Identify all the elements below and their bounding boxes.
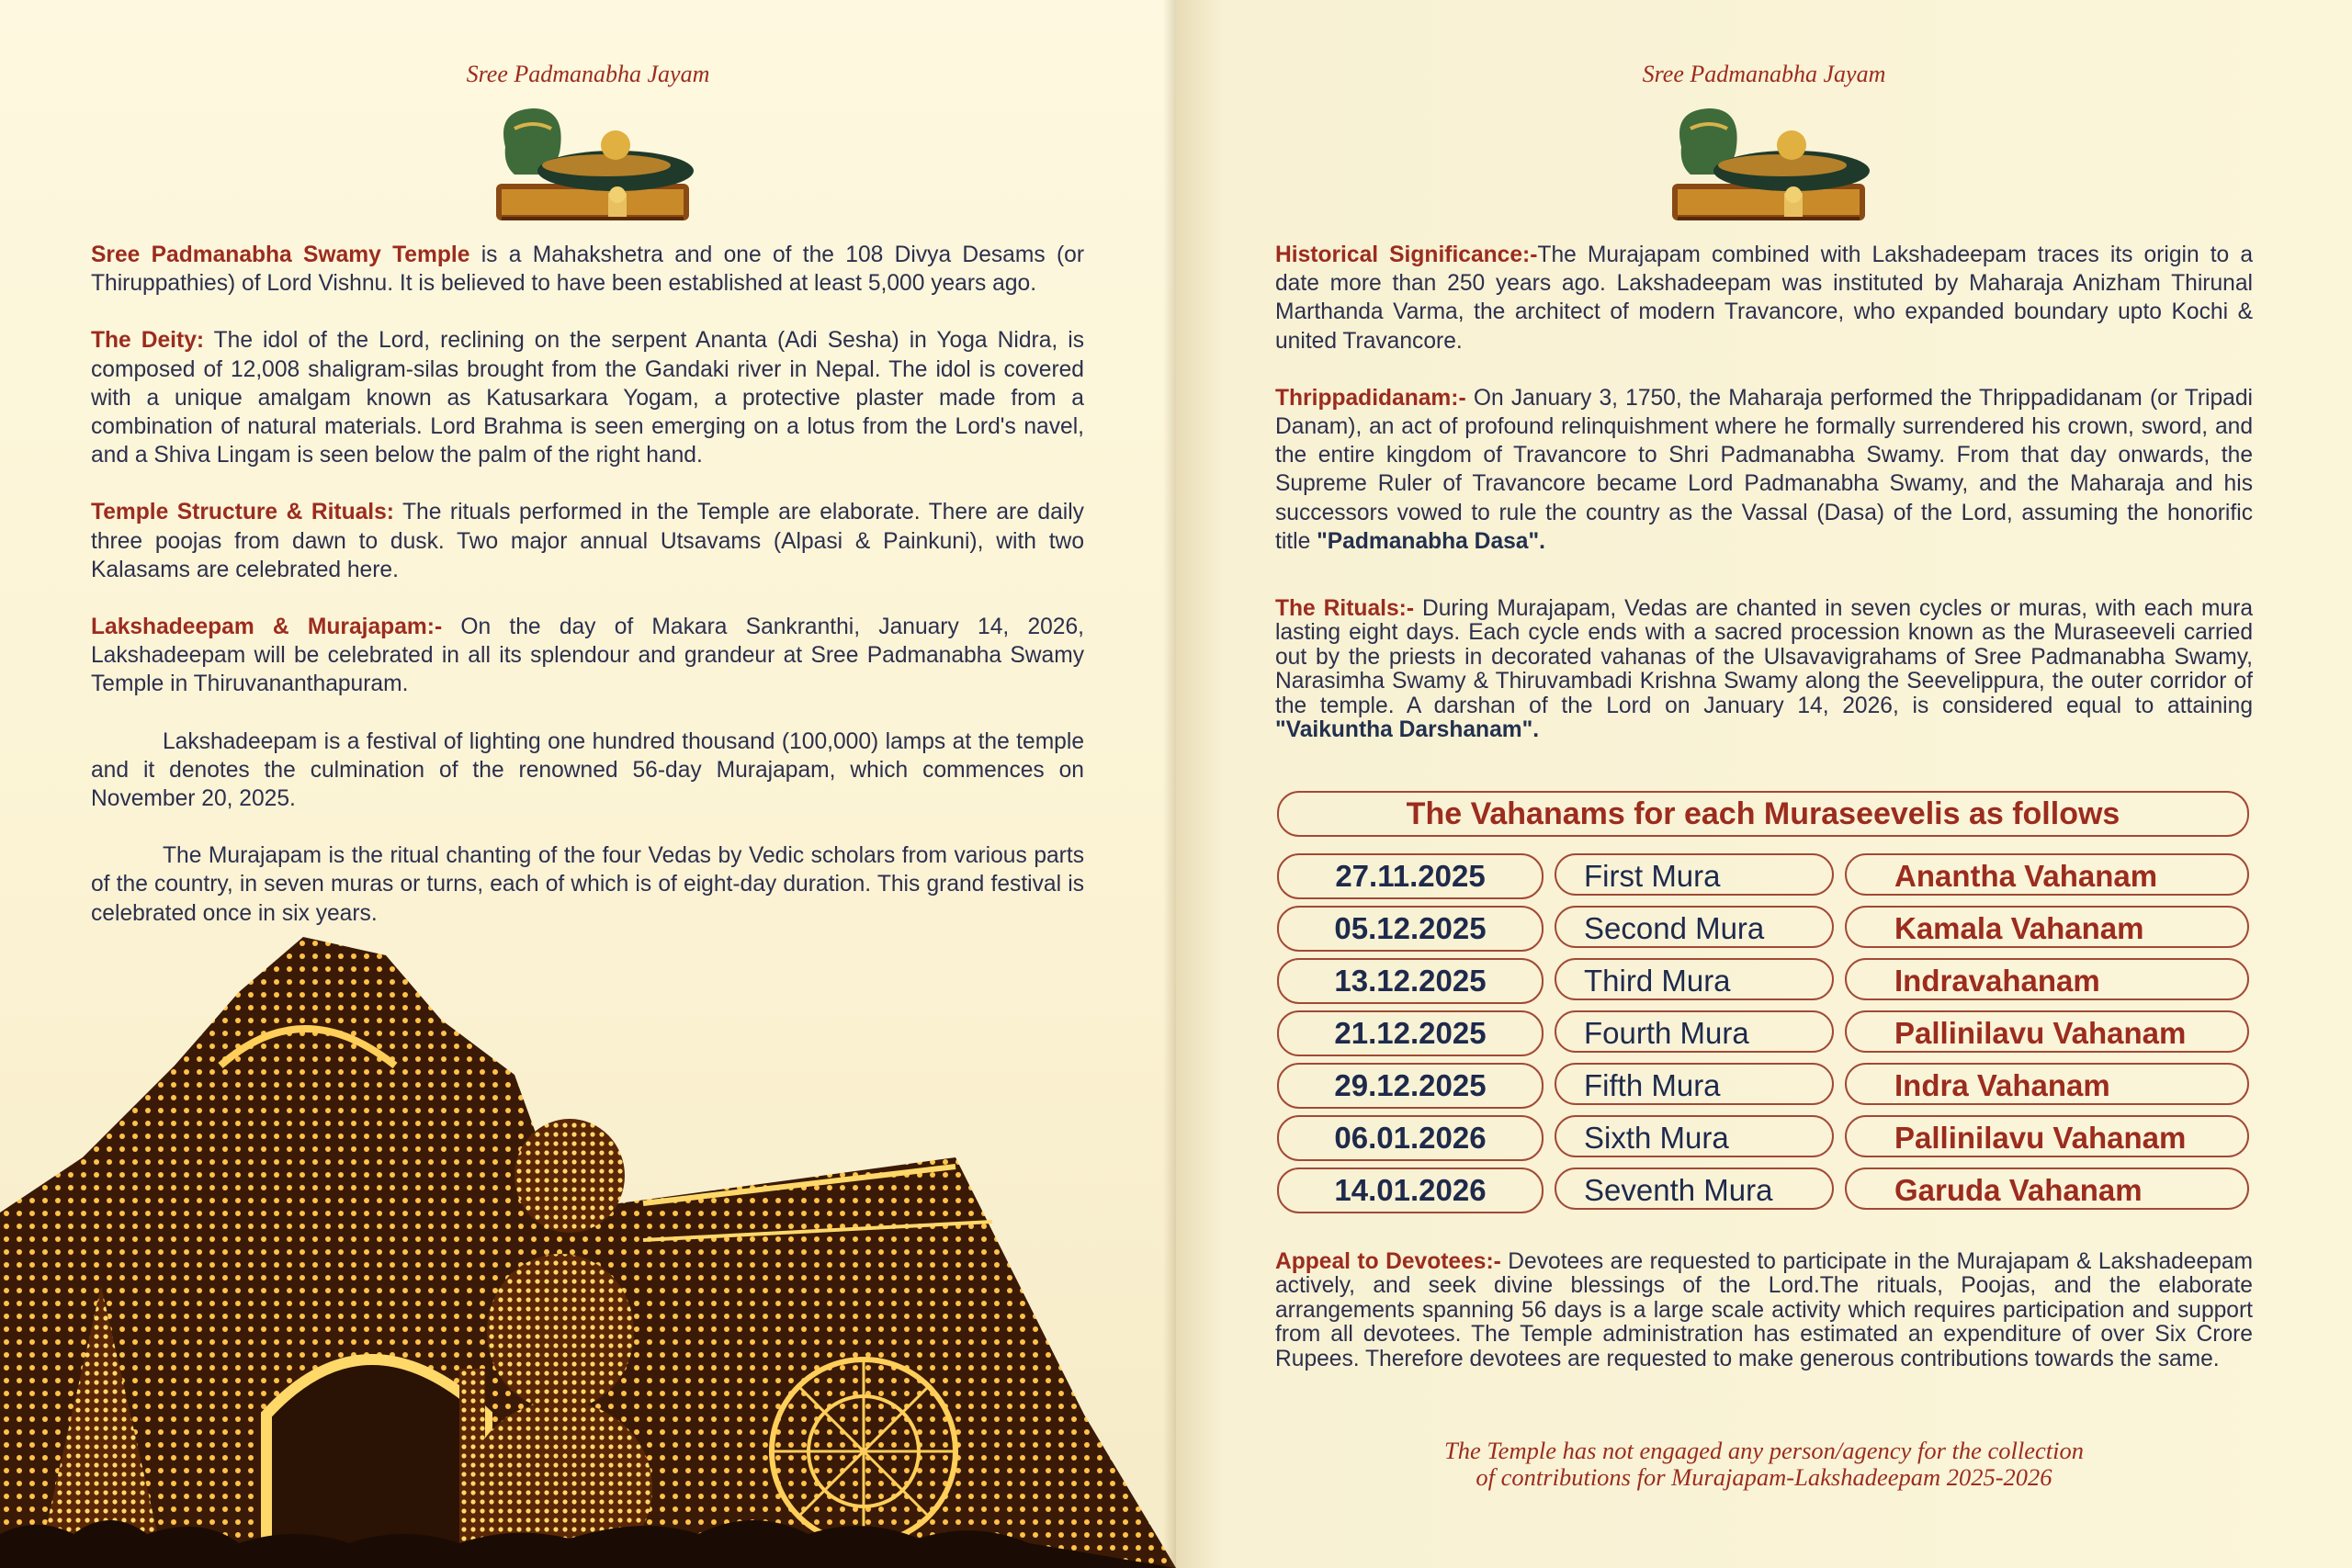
rituals-paragraph: The Rituals:- During Murajapam, Vedas are chanted in seven cycles or muras, with each mura lasting eight days. Each cycle ends with a sacred procession known as the Muraseeveli carried out by the priests in decorated vahanas of the Ulsavavigrahams of Sree Padmanabha Swamy, Narasimha Swamy & Thiruvambadi Krishna Swamy along the Seevelippura, the outer corridor of the temple. A darshan of the Lord on January 14, 2026, is considered equal to attaining "Vaikuntha Darshanam". [1275,596,2254,743]
structure-paragraph: Temple Structure & Rituals: The rituals performed in the Temple are elaborate. There are daily three poojas from dawn to dusk. Two major annual Utsavams (Alpasi & Painkuni), with two Kalasams are celebrated here. [91,500,1084,582]
mura-name: Second Mura [1555,906,1834,948]
table-row [1277,906,2249,952]
deity-reclining-illustration [1654,92,1874,228]
mura-name: Sixth Mura [1555,1115,1834,1157]
mura-date: 14.01.2026 [1277,1168,1544,1213]
left-text-column [91,241,1084,956]
illuminated-temple-photo [0,937,1176,1568]
mura-name: Fourth Mura [1555,1010,1834,1053]
vahanam-name: Garuda Vahanam [1845,1168,2249,1210]
mura-name: Seventh Mura [1555,1168,1834,1210]
mura-date: 05.12.2025 [1277,906,1544,952]
lakshadeepam-paragraph: Lakshadeepam & Murajapam:- On the day of Makara Sankranthi, January 14, 2026, Lakshadeepam will be celebrated in all its splendour and grandeur at Sree Padmanabha Swamy Temple in Thiruvananthapuram. [91,615,1084,697]
mura-name: Third Mura [1555,958,1834,1000]
vahanam-name: Indra Vahanam [1845,1063,2249,1105]
mura-date: 29.12.2025 [1277,1063,1544,1109]
table-row [1277,1010,2249,1056]
mura-date: 27.11.2025 [1277,853,1544,899]
table-row [1277,1115,2249,1161]
murajapam-paragraph: The Murajapam is the ritual chanting of the four Vedas by Vedic scholars from various parts of the country, in seven muras or turns, each of which is of eight-day duration. This grand festival is celebrated once in six years. [91,843,1084,926]
collection-disclaimer [1268,1438,2260,1490]
thrippadidanam-paragraph: Thrippadidanam:- On January 3, 1750, the Maharaja performed the Thrippadidanam (or Tripadi Danam), an act of profound relinquishment where he formally surrendered his crown, sword, and the entire kingdom of Travancore to Shri Padmanabha Swamy. From that day onwards, the Supreme Ruler of Travancore became Lord Padmanabha Swamy, and the Maharaja and his successors vowed to rule the country as the Vassal (Dasa) of the Lord, assuming the honorific title "Padmanabha Dasa". [1275,385,2253,554]
mura-name: First Mura [1555,853,1834,896]
left-header: Sree Padmanabha Jayam [466,61,710,87]
table-row [1277,1063,2249,1109]
deity-reclining-illustration [478,92,698,228]
mura-date: 06.01.2026 [1277,1115,1544,1161]
appeal-paragraph: Appeal to Devotees:- Devotees are requested to participate in the Murajapam & Lakshadeepam actively, and seek divine blessings of the Lord.The rituals, Poojas, and the elaborate arrangements spanning 56 days is a large scale activity which requires participation and support from all devotees. The Temple administration has estimated an expenditure of over Six Crore Rupees. Therefore devotees are requested to make generous contributions towards the same. [1275,1249,2253,1371]
intro-paragraph: Sree Padmanabha Swamy Temple is a Mahakshetra and one of the 108 Divya Desams (or Thiruppathies) of Lord Vishnu. It is believed to have been established at least 5,000 years ago. [91,243,1085,297]
right-text-column [1275,241,2253,584]
table-row [1277,853,2249,899]
deity-paragraph: The Deity: The idol of the Lord, reclining on the serpent Ananta (Adi Sesha) in Yoga Nidra, is composed of 12,008 shaligram-silas brought from the Gandaki river in Nepal. The idol is covered with a unique amalgam known as Katusarkara Yogam, a protective plaster made from a combination of natural materials. Lord Brahma is seen emerging on a lotus from the Lord's navel, and a Shiva Lingam is seen below the palm of the right hand. [91,328,1084,468]
disclaimer-line: of contributions for Murajapam-Lakshadeepam 2025-2026 [1476,1462,2052,1491]
mura-date: 21.12.2025 [1277,1010,1544,1056]
vahanam-name: Indravahanam [1845,958,2249,1000]
right-header: Sree Padmanabha Jayam [1642,61,1886,87]
vahanam-name: Anantha Vahanam [1845,853,2249,896]
vahanam-name: Pallinilavu Vahanam [1845,1115,2249,1157]
historical-paragraph: Historical Significance:-The Murajapam combined with Lakshadeepam traces its origin to a date more than 250 years ago. Lakshadeepam was instituted by Maharaja Anizham Thirunal Marthanda Varma, the architect of modern Travancore, who expanded boundary upto Kochi & united Travancore. [1275,243,2253,354]
vahanam-name: Kamala Vahanam [1845,906,2249,948]
disclaimer-line: The Temple has not engaged any person/agency for the collection [1444,1437,2084,1464]
vahanam-name: Pallinilavu Vahanam [1845,1010,2249,1053]
mura-name: Fifth Mura [1555,1063,1834,1105]
vahanam-table-title: The Vahanams for each Muraseevelis as follows [1277,791,2249,837]
table-row [1277,1168,2249,1213]
mura-date: 13.12.2025 [1277,958,1544,1004]
festival-paragraph: Lakshadeepam is a festival of lighting one hundred thousand (100,000) lamps at the temple and it denotes the culmination of the renowned 56-day Murajapam, which commences on November 20, 2025. [91,728,1084,812]
table-row [1277,958,2249,1004]
